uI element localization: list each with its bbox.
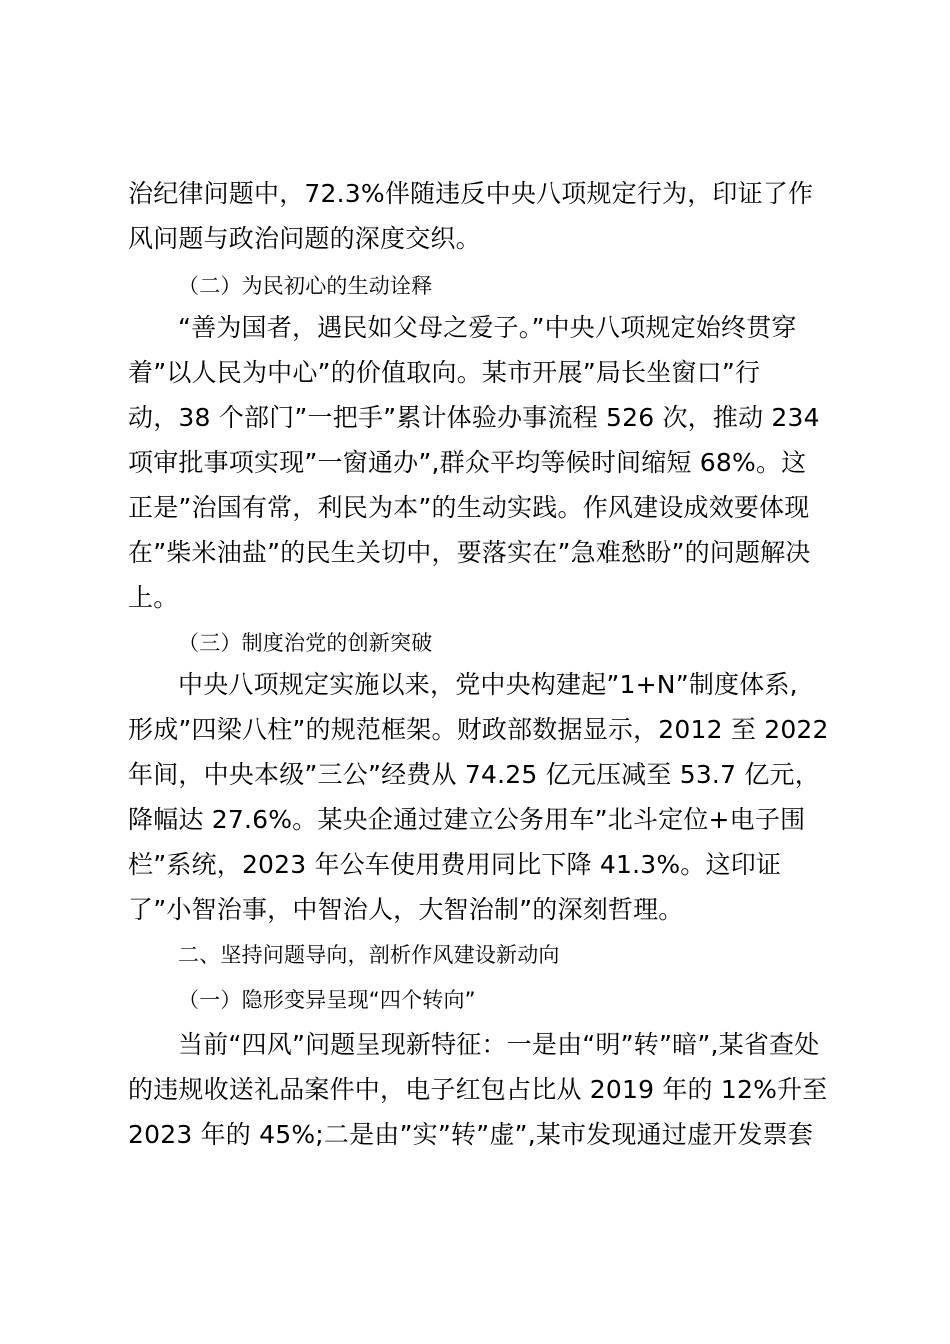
paragraph-line: 着”以人民为中心”的价值取向。某市开展”局长坐窗口”行 [128, 358, 761, 387]
paragraph-line: 了”小智治事，中智治人，大智治制”的深刻哲理。 [128, 895, 684, 924]
paragraph-line: 上。 [128, 583, 179, 612]
paragraph-line: 治纪律问题中，72.3%伴随违反中央八项规定行为，印证了作 [128, 179, 814, 208]
section-heading: （一）隐形变异呈现“四个转向” [178, 988, 476, 1012]
paragraph-line: 栏”系统，2023 年公车使用费用同比下降 41.3%。这印证 [128, 850, 782, 879]
paragraph-line: 当前“四风”问题呈现新特征：一是由“明”转”暗”,某省查处 [178, 1030, 820, 1059]
paragraph-line: 风问题与政治问题的深度交织。 [128, 224, 481, 253]
paragraph-line: 在”柴米油盐”的民生关切中，要落实在”急难愁盼”的问题解决 [128, 538, 811, 567]
paragraph-line: 项审批事项实现”一窗通办”,群众平均等候时间缩短 68%。这 [128, 448, 807, 477]
paragraph-line: 2023 年的 45%;二是由”实”转”虚”,某市发现通过虚开发票套 [128, 1120, 814, 1149]
paragraph-line: 年间，中央本级”三公”经费从 74.25 亿元压减至 53.7 亿元， [128, 760, 820, 789]
section-heading: （三）制度治党的创新突破 [178, 631, 433, 655]
paragraph-line: 中央八项规定实施以来，党中央构建起”1+N”制度体系, [178, 670, 798, 699]
paragraph-line: 形成”四梁八柱”的规范框架。财政部数据显示，2012 至 2022 [128, 715, 829, 744]
paragraph-line: 动，38 个部门”一把手”累计体验办事流程 526 次，推动 234 [128, 403, 820, 432]
paragraph-line: “善为国者，遇民如父母之爱子。”中央八项规定始终贯穿 [178, 313, 797, 342]
section-heading: （二）为民初心的生动诠释 [178, 274, 433, 298]
paragraph-line: 的违规收送礼品案件中，电子红包占比从 2019 年的 12%升至 [128, 1075, 828, 1104]
paragraph-line: 降幅达 27.6%。某央企通过建立公务用车”北斗定位+电子围 [128, 805, 806, 834]
chapter-heading: 二、坚持问题导向，剖析作风建设新动向 [178, 943, 560, 967]
paragraph-line: 正是”治国有常，利民为本”的生动实践。作风建设成效要体现 [128, 493, 810, 522]
